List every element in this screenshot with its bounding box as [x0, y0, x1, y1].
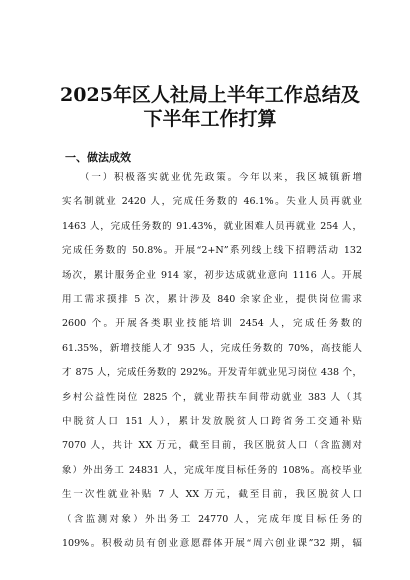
body-text-line: 象）外出务工 24831 人，完成年度目标任务的 108%。高校毕业: [62, 465, 362, 476]
document-title-line-2: 下半年工作打算: [143, 108, 277, 130]
body-text-line: 实名制就业 2420 人，完成任务数的 46.1%。失业人员再就业: [62, 196, 362, 207]
body-text-line: 场次，累计服务企业 914 家，初步达成就业意向 1116 人。开展: [62, 270, 362, 281]
body-text-line: 生一次性就业补贴 7 人 XX 万元，截至目前，我区脱贫人口: [62, 489, 362, 500]
body-text-line: 2600 个。开展各类职业技能培训 2454 人，完成任务数的: [62, 318, 362, 329]
body-text-line: 乡村公益性岗位 2825 个，就业帮扶车间带动就业 383 人（其: [62, 392, 362, 403]
body-text-line: （一）积极落实就业优先政策。今年以来，我区城镇新增: [80, 172, 362, 183]
body-text-line: 61.35%，新增技能人才 935 人，完成任务数的 70%，高技能人: [62, 343, 362, 354]
body-text-line: 中脱贫人口 151 人），累计发放脱贫人口跨省务工交通补贴: [62, 416, 362, 427]
body-text-line: 7070 人，共计 XX 万元，截至目前，我区脱贫人口（含监测对: [62, 440, 362, 451]
body-text-line: 才 875 人，完成任务数的 292%。开发青年就业见习岗位 438 个，: [62, 367, 362, 378]
document-title-line-1: 2025年区人社局上半年工作总结及: [60, 84, 360, 106]
body-text-line: 完成任务数的 50.8%。开展“2+N”系列线上线下招聘活动 132: [62, 245, 362, 256]
body-text-line: 109%。积极动员有创业意愿群体开展“周六创业课”32 期，辐: [62, 538, 362, 549]
section-heading: 一、做法成效: [65, 151, 131, 164]
body-text-line: 用工需求摸排 5 次，累计涉及 840 余家企业，提供岗位需求: [62, 294, 362, 305]
body-text-line: 1463 人，完成任务数的 91.43%，就业困难人员再就业 254 人，: [62, 221, 362, 232]
body-text-line: （含监测对象）外出务工 24770 人，完成年度目标任务的: [62, 514, 362, 525]
